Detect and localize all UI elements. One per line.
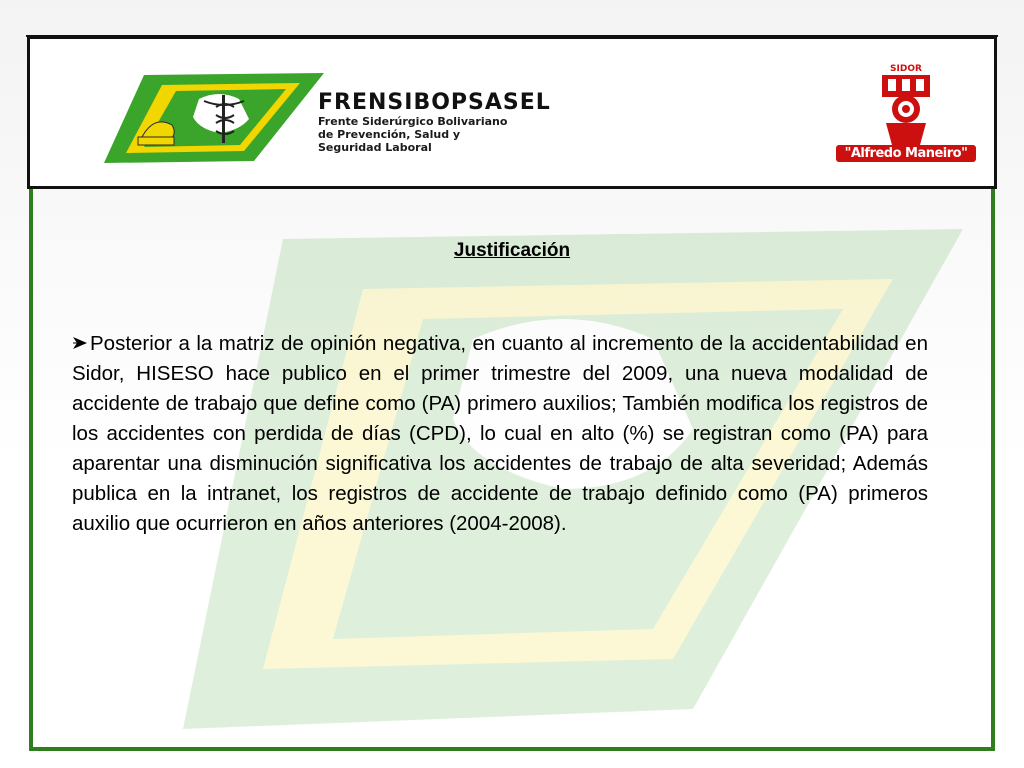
brand-subtitle-line-1: Frente Siderúrgico Bolivariano [318, 115, 508, 128]
slide-title [0, 240, 1024, 262]
justification-heading: Justificación [453, 240, 571, 261]
sidor-caption: "Alfredo Maneiro" [836, 145, 976, 162]
header-banner [27, 36, 997, 189]
body-paragraph [72, 329, 928, 539]
arrow-bullet-icon [72, 335, 89, 351]
frensibopsasel-logo [104, 67, 324, 167]
brand-subtitle-line-2: de Prevención, Salud y [318, 128, 461, 141]
brand-subtitle-line-3: Seguridad Laboral [318, 141, 432, 154]
body-paragraph-text: Posterior a la matriz de opinión negativa, en cuanto al incremento de la accidentabilidad en Sidor, HISESO hace publico en el primer trimestre del 2009, una nueva modalidad de accidente de trabajo que define como (PA) primero auxilios; También modifica los registros de los accidentes con perdida de días (CPD), lo cual en alto (%) se registran como (PA) para aparentar una disminución significativa los accidentes de trabajo de alta severidad; Además publica en la intranet, los registros de accidente de trabajo definido como (PA) primeros auxilio que ocurrieron en años anteriores (2004-2008). [72, 332, 928, 535]
brand-title: FRENSIBOPSASEL [318, 90, 551, 115]
sidor-logo [876, 63, 936, 149]
brand-block [318, 91, 658, 154]
sidor-logo-text: SIDOR [890, 64, 922, 74]
